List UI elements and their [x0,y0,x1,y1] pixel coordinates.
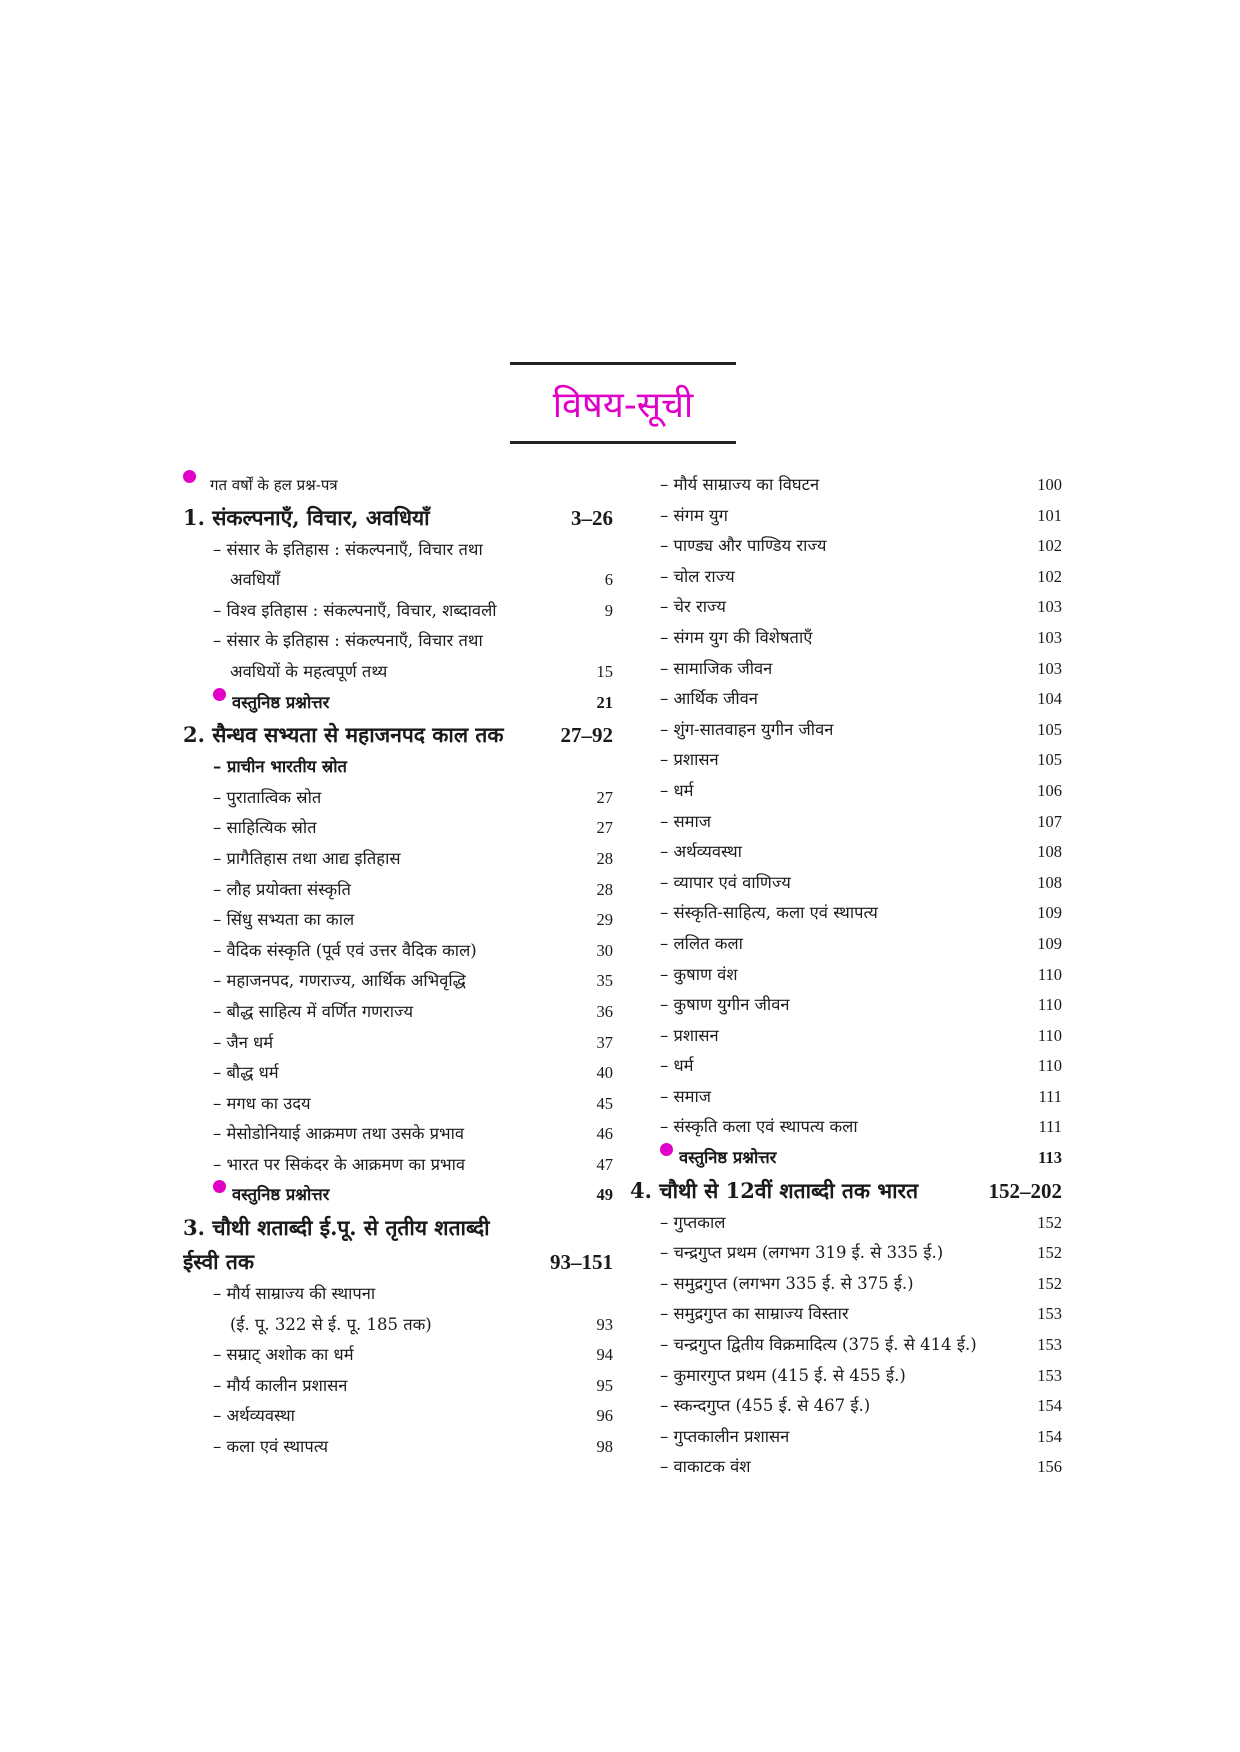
toc-entry [183,1245,613,1279]
toc-entry-label: वस्तुनिष्ठ प्रश्नोत्तर [679,1148,777,1168]
toc-entry-page: 3–26 [571,505,613,530]
toc-entry-page: 111 [1038,1117,1062,1137]
toc-entry [183,1432,613,1463]
toc-entry [183,1340,613,1371]
toc-entry [183,1401,613,1432]
toc-entry [183,1028,613,1059]
toc-entry-page: 154 [1037,1426,1062,1446]
toc-entry [183,783,613,814]
toc-entry-label: – मौर्य साम्राज्य की स्थापना [213,1284,376,1304]
toc-right-column [630,470,1062,1483]
toc-entry-page: 154 [1037,1396,1062,1416]
toc-entry [630,470,1062,501]
toc-entry [183,535,613,566]
toc-entry-label: – वाकाटक वंश [660,1457,751,1477]
toc-entry [183,966,613,997]
toc-entry [183,1310,613,1341]
toc-entry [630,684,1062,715]
toc-entry [183,596,613,627]
toc-entry [183,501,613,535]
toc-entry [630,990,1062,1021]
toc-entry [630,654,1062,685]
toc-entry-page: 103 [1037,658,1062,678]
toc-entry-label: – लौह प्रयोक्ता संस्कृति [213,879,351,899]
toc-entry [630,745,1062,776]
toc-entry-page: 104 [1037,689,1062,709]
toc-entry-page: 152 [1037,1273,1062,1293]
toc-entry [183,1058,613,1089]
toc-entry-label: – अर्थव्यवस्था [213,1406,295,1426]
toc-entry-page: 108 [1037,842,1062,862]
toc-entry-page: 110 [1037,995,1062,1015]
toc-entry-label: – मौर्य कालीन प्रशासन [213,1375,348,1395]
toc-entry-page: 98 [596,1437,613,1457]
toc-entry-page: 152–202 [988,1178,1062,1203]
toc-entry [183,626,613,657]
toc-entry-label: – चन्द्रगुप्त द्वितीय विक्रमादित्य (375 ई. से 414 ई.) [660,1335,977,1355]
toc-entry-label: – अर्थव्यवस्था [660,842,742,862]
toc-entry-page: 103 [1037,597,1062,617]
toc-entry-page: 153 [1037,1365,1062,1385]
toc-entry-label: – चन्द्रगुप्त प्रथम (लगभग 319 ई. से 335 ई.) [660,1243,944,1263]
toc-entry-label: – व्यापार एवं वाणिज्य [660,872,791,892]
toc-entry-label: – धर्म [660,1056,694,1076]
toc-entry-label: – चेर राज्य [660,597,726,617]
toc-entry [630,1051,1062,1082]
toc-entry-label: – वैदिक संस्कृति (पूर्व एवं उत्तर वैदिक काल) [213,940,477,960]
bullet-icon [213,688,226,701]
toc-entry-label: 1. संकल्पनाएँ, विचार, अवधियाँ [183,504,430,530]
toc-entry [183,997,613,1028]
toc-entry-label: – प्रागैतिहास तथा आद्य इतिहास [213,848,401,868]
toc-entry-page: 30 [596,940,613,960]
toc-entry [630,1238,1062,1269]
toc-entry [183,1089,613,1120]
toc-entry-page: 110 [1037,1056,1062,1076]
title-box [510,362,736,444]
toc-entry-label: – प्राचीन भारतीय स्रोत [213,757,347,777]
toc-entry-page: 35 [596,971,613,991]
toc-entry [630,929,1062,960]
toc-entry-label: – कुषाण वंश [660,964,738,984]
toc-entry-label: – संस्कृति कला एवं स्थापत्य कला [660,1117,858,1137]
toc-entry [630,1361,1062,1392]
toc-entry-label: 4. चौथी से 12वीं शताब्दी तक भारत [630,1177,919,1203]
toc-entry [630,960,1062,991]
toc-entry-page: 96 [596,1406,613,1426]
toc-entry-label: (ई. पू. 322 से ई. पू. 185 तक) [230,1314,432,1334]
toc-entry [183,565,613,596]
toc-entry [630,1208,1062,1239]
toc-entry [630,1269,1062,1300]
toc-entry-page: 36 [596,1001,613,1021]
toc-entry-label: – प्रशासन [660,1025,719,1045]
toc-entry [630,623,1062,654]
toc-entry [630,807,1062,838]
toc-entry-page: 40 [596,1063,613,1083]
toc-entry-page: 107 [1037,811,1062,831]
toc-entry-page: 152 [1037,1243,1062,1263]
toc-entry-page: 105 [1037,719,1062,739]
toc-entry-label: अवधियाँ [230,570,281,590]
toc-entry-label: – समाज [660,1086,712,1106]
toc-entry-label: – महाजनपद, गणराज्य, आर्थिक अभिवृद्धि [213,971,466,991]
toc-entry-page: 27 [596,818,613,838]
toc-entry [183,875,613,906]
toc-entry-label: – ललित कला [660,933,743,953]
toc-entry-label: – कुमारगुप्त प्रथम (415 ई. से 455 ई.) [660,1365,906,1385]
toc-entry [183,752,613,783]
toc-entry-label: – संगम युग [660,505,728,525]
toc-entry-label: – संगम युग की विशेषताएँ [660,627,813,647]
toc-entry [630,501,1062,532]
toc-entry [183,657,613,688]
toc-entry [630,1452,1062,1483]
toc-entry-label: – सामाजिक जीवन [660,658,773,678]
toc-entry-page: 9 [604,600,613,620]
toc-entry-page: 101 [1037,505,1062,525]
toc-entry-page: 111 [1038,1086,1062,1106]
toc-entry [630,1422,1062,1453]
toc-entry-label: – चोल राज्य [660,566,735,586]
toc-entry [183,1211,613,1245]
toc-entry-page: 153 [1037,1304,1062,1324]
toc-entry [630,715,1062,746]
toc-entry [630,592,1062,623]
toc-entry [630,1143,1062,1174]
toc-entry-label: – समाज [660,811,712,831]
toc-entry-label: गत वर्षों के हल प्रश्न-पत्र [210,476,338,494]
toc-entry-label: – कला एवं स्थापत्य [213,1437,329,1457]
toc-entry-page: 156 [1037,1457,1062,1477]
toc-entry-label: – साहित्यिक स्रोत [213,818,317,838]
toc-entry-page: 153 [1037,1335,1062,1355]
toc-entry-label: वस्तुनिष्ठ प्रश्नोत्तर [232,692,330,712]
toc-entry-label: – गुप्तकाल [660,1212,726,1232]
toc-entry [183,1180,613,1211]
toc-entry-label: – मौर्य साम्राज्य का विघटन [660,475,820,494]
toc-entry-label: – संस्कृति-साहित्य, कला एवं स्थापत्य [660,903,878,923]
toc-entry-page: 113 [1038,1148,1062,1168]
toc-entry-page: 102 [1037,536,1062,556]
toc-entry-label: – समुद्रगुप्त का साम्राज्य विस्तार [660,1304,849,1324]
toc-entry [630,868,1062,899]
toc-entry-page: 28 [596,848,613,868]
toc-entry [630,1330,1062,1361]
toc-entry-page: 152 [1037,1212,1062,1232]
toc-entry-label: – पुरातात्विक स्रोत [213,787,322,807]
toc-entry-label: – जैन धर्म [213,1032,274,1052]
toc-entry-label: – समुद्रगुप्त (लगभग 335 ई. से 375 ई.) [660,1273,914,1293]
toc-entry [630,1112,1062,1143]
toc-entry-page: 103 [1037,627,1062,647]
toc-entry [630,1391,1062,1422]
toc-entry [630,1174,1062,1208]
toc-entry-label: ईस्वी तक [183,1249,255,1275]
toc-entry-label: अवधियों के महत्वपूर्ण तथ्य [230,661,388,681]
toc-entry-page: 47 [596,1154,613,1174]
toc-entry-page: 108 [1037,872,1062,892]
toc-entry-label: – शुंग-सातवाहन युगीन जीवन [660,719,834,739]
toc-entry-page: 37 [596,1032,613,1052]
toc-entry [183,688,613,719]
toc-entry-page: 49 [596,1185,613,1205]
toc-entry-label: – स्कन्दगुप्त (455 ई. से 467 ई.) [660,1396,871,1416]
toc-entry-label: – पाण्ड्य और पाण्डिय राज्य [660,536,827,556]
toc-entry-label: – विश्व इतिहास : संकल्पनाएँ, विचार, शब्दावली [213,600,497,620]
toc-entry-page: 110 [1037,964,1062,984]
toc-entry-page: 109 [1037,933,1062,953]
toc-entry-label: – बौद्ध धर्म [213,1063,279,1083]
page-title: विषय-सूची [552,384,694,426]
toc-entry [183,718,613,752]
bullet-icon [660,1143,673,1156]
toc-entry-label: – बौद्ध साहित्य में वर्णित गणराज्य [213,1001,414,1021]
toc-entry-label: – संसार के इतिहास : संकल्पनाएँ, विचार तथा [213,539,483,559]
bullet-icon [183,470,196,483]
toc-entry-label: – सिंधु सभ्यता का काल [213,910,355,930]
toc-entry [630,898,1062,929]
toc-entry-page: 94 [596,1345,613,1365]
toc-entry [183,1119,613,1150]
toc-entry-page: 46 [596,1124,613,1144]
toc-entry-page: 109 [1037,903,1062,923]
toc-entry [630,837,1062,868]
toc-entry-label: – सम्राट् अशोक का धर्म [213,1345,354,1365]
toc-entry-page: 93–151 [550,1250,613,1275]
toc-entry-page: 93 [596,1314,613,1334]
toc-entry-page: 95 [596,1375,613,1395]
toc-entry-label: – आर्थिक जीवन [660,689,758,709]
toc-entry-label: – मेसोडोनियाई आक्रमण तथा उसके प्रभाव [213,1124,465,1144]
toc-entry-page: 45 [596,1093,613,1113]
toc-entry-page: 27 [596,787,613,807]
toc-entry-label: – गुप्तकालीन प्रशासन [660,1426,790,1446]
toc-entry [183,1279,613,1310]
bullet-icon [213,1180,226,1193]
toc-entry-label: वस्तुनिष्ठ प्रश्नोत्तर [232,1185,330,1205]
toc-entry [630,1021,1062,1052]
toc-entry-label: – प्रशासन [660,750,719,770]
toc-entry [183,1371,613,1402]
toc-entry-label: – संसार के इतिहास : संकल्पनाएँ, विचार तथा [213,631,483,651]
toc-entry-page: 6 [604,570,613,590]
toc-entry [630,562,1062,593]
toc-entry-label: – कुषाण युगीन जीवन [660,995,790,1015]
toc-entry-page: 27–92 [560,723,613,748]
toc-entry [183,470,613,501]
toc-entry [630,531,1062,562]
toc-entry [630,1299,1062,1330]
toc-entry-page: 28 [596,879,613,899]
toc-entry-label: 2. सैन्धव सभ्यता से महाजनपद काल तक [183,722,504,748]
toc-entry [630,1082,1062,1113]
toc-entry-label: – धर्म [660,780,694,800]
toc-entry-page: 105 [1037,750,1062,770]
toc-entry [183,936,613,967]
toc-entry [183,1150,613,1181]
toc-entry-page: 100 [1037,475,1062,494]
toc-left-column [183,470,613,1463]
toc-entry-page: 102 [1037,566,1062,586]
toc-entry [183,844,613,875]
toc-entry-label: 3. चौथी शताब्दी ई.पू. से तृतीय शताब्दी [183,1215,490,1241]
toc-entry-page: 21 [596,692,613,712]
toc-entry [183,905,613,936]
toc-entry-page: 110 [1037,1025,1062,1045]
toc-entry-label: – भारत पर सिकंदर के आक्रमण का प्रभाव [213,1154,466,1174]
toc-entry [630,776,1062,807]
toc-entry-page: 106 [1037,780,1062,800]
toc-entry-page: 15 [596,661,613,681]
toc-entry [183,813,613,844]
toc-entry-page: 29 [596,910,613,930]
toc-entry-label: – मगध का उदय [213,1093,311,1113]
